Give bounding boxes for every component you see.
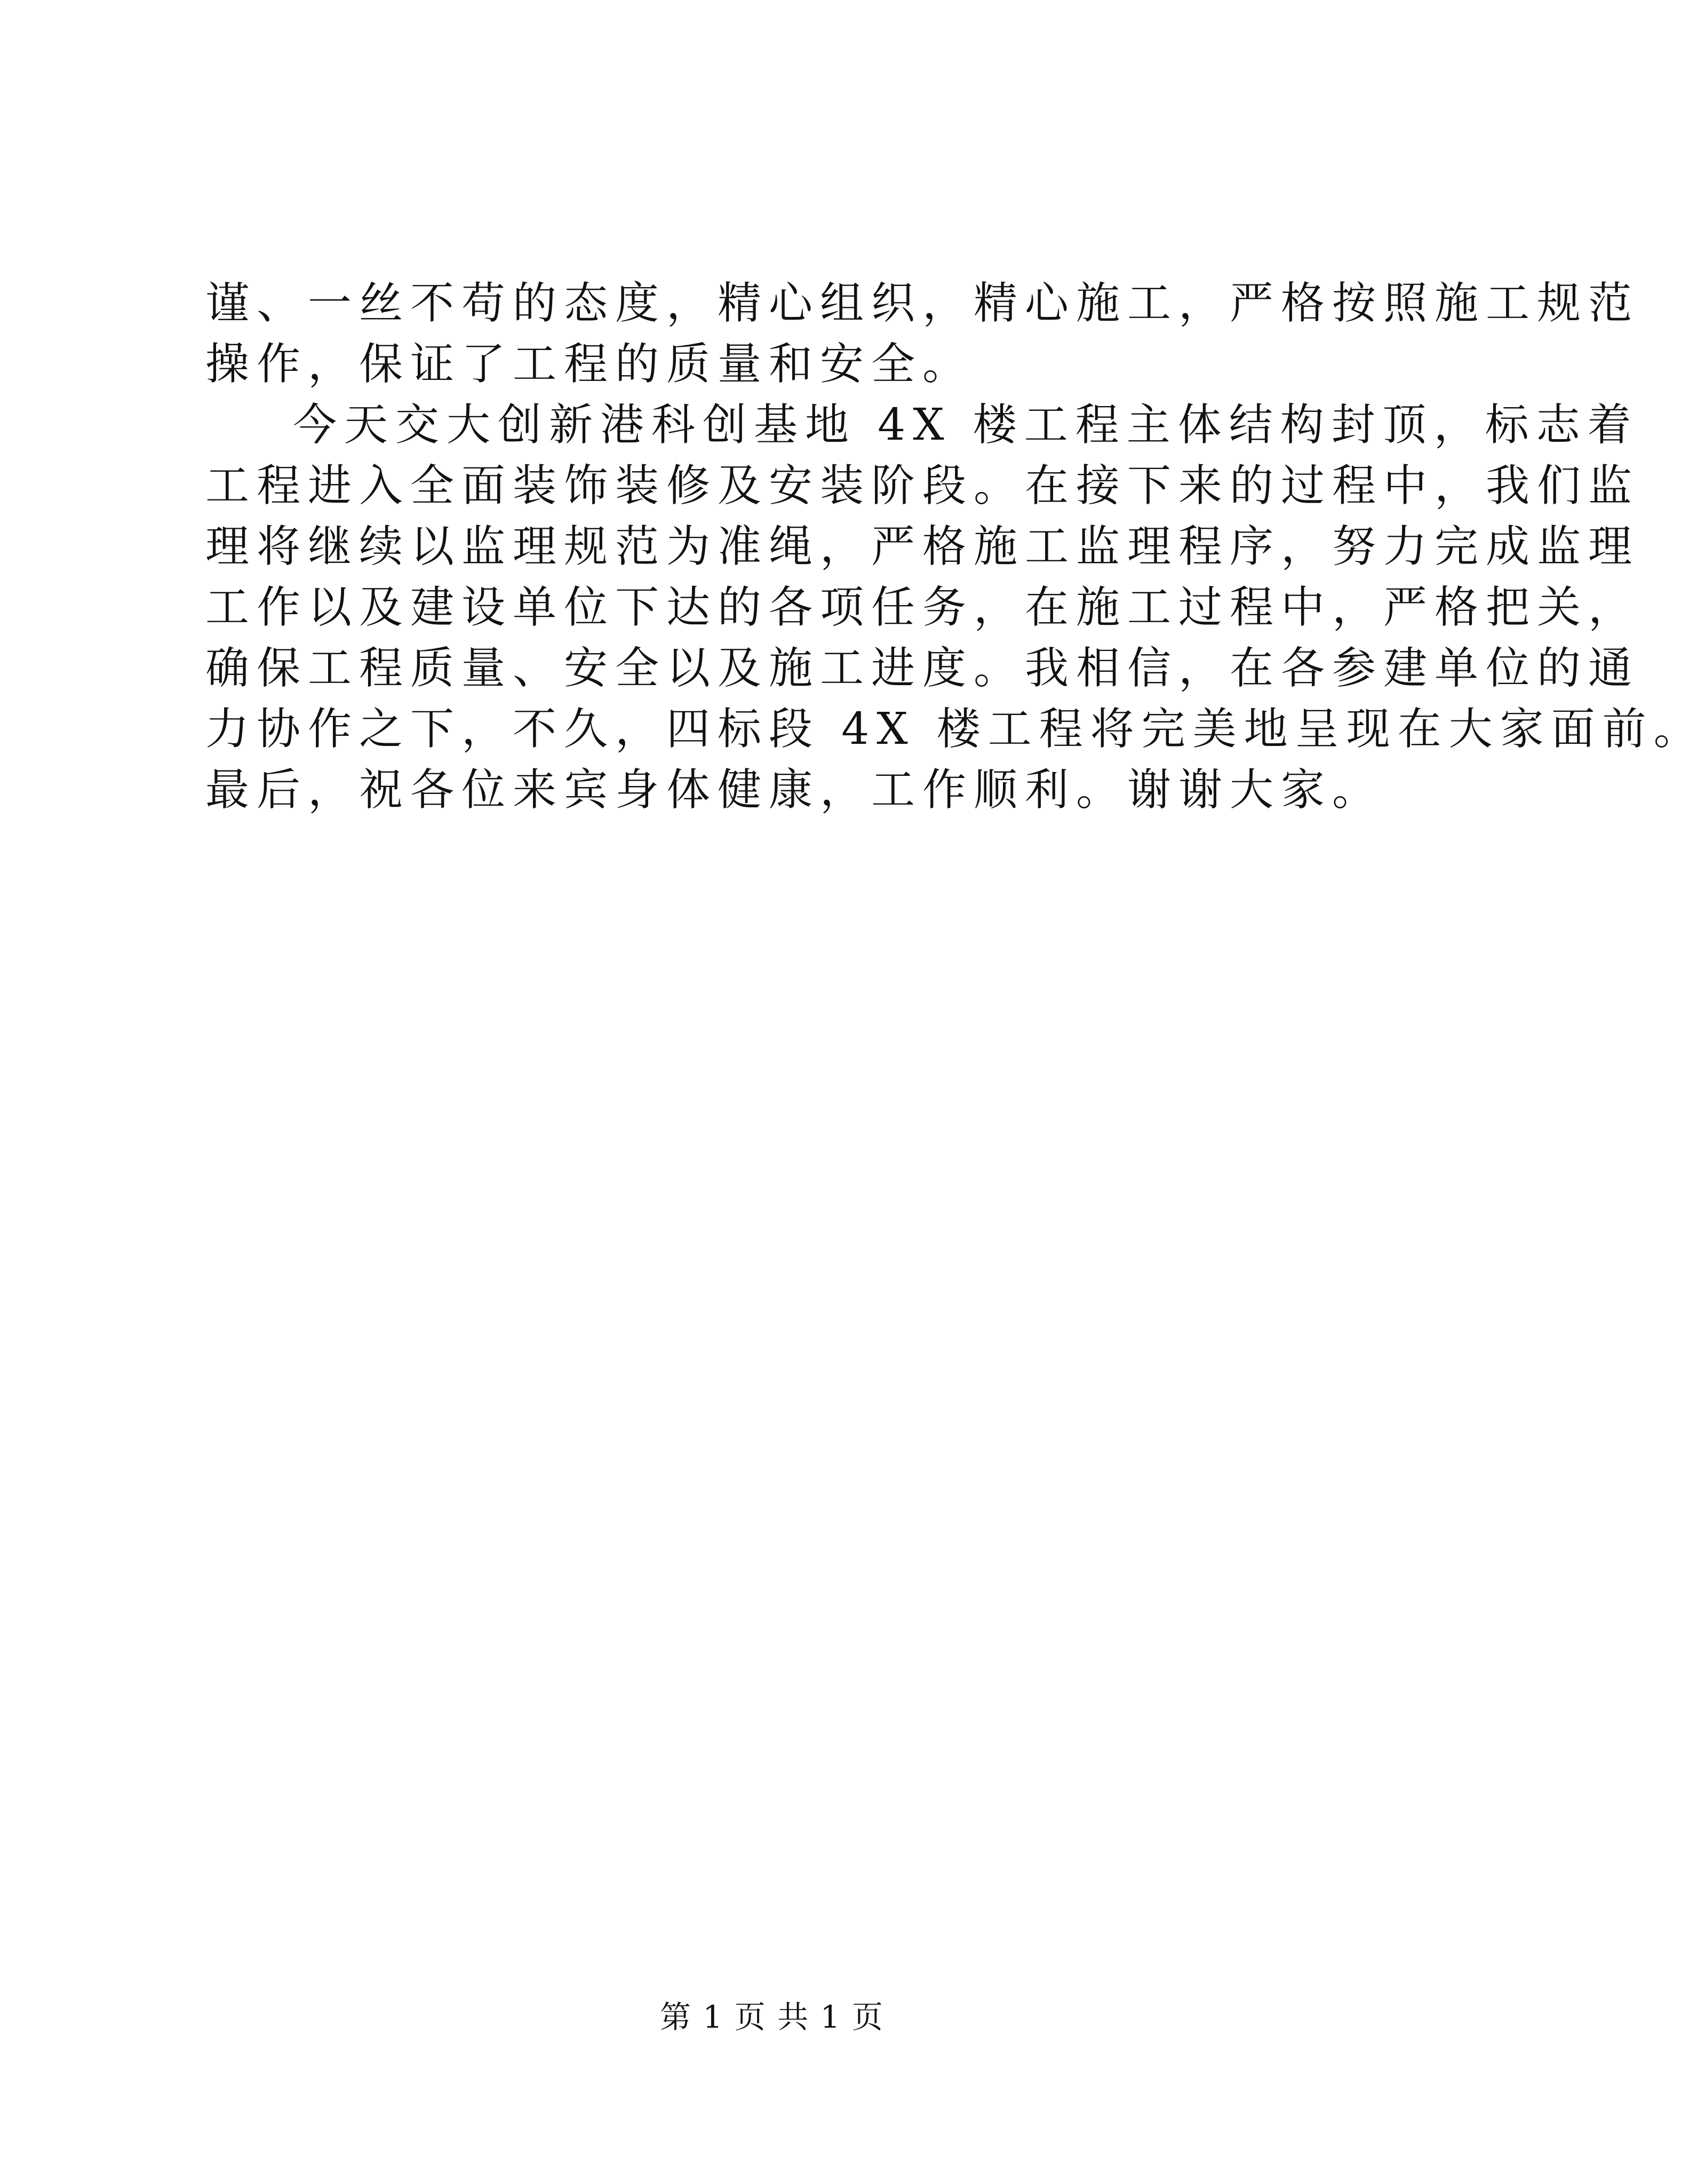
body-line: 理将继续以监理规范为准绳，严格施工监理程序，努力完成监理 <box>205 521 1640 572</box>
document-body <box>205 273 1705 821</box>
page-number-footer: 第 1 页 共 1 页 <box>660 1999 884 2035</box>
body-line: 最后，祝各位来宾身体健康，工作顺利。谢谢大家。 <box>205 765 1384 815</box>
paragraph-first-line: 今天交大创新港科创基地 4X 楼工程主体结构封顶，标志着 <box>293 400 1639 450</box>
body-line: 工作以及建设单位下达的各项任务，在施工过程中，严格把关， <box>205 582 1640 633</box>
body-line: 工程进入全面装饰装修及安装阶段。在接下来的过程中，我们监 <box>205 460 1640 511</box>
body-line: 确保工程质量、安全以及施工进度。我相信，在各参建单位的通 <box>205 643 1640 694</box>
body-line: 力协作之下，不久，四标段 4X 楼工程将完美地呈现在大家面前。 <box>205 704 1705 755</box>
body-line: 操作，保证了工程的质量和安全。 <box>205 339 974 390</box>
body-line: 谨、一丝不苟的态度，精心组织，精心施工，严格按照施工规范 <box>205 278 1640 329</box>
